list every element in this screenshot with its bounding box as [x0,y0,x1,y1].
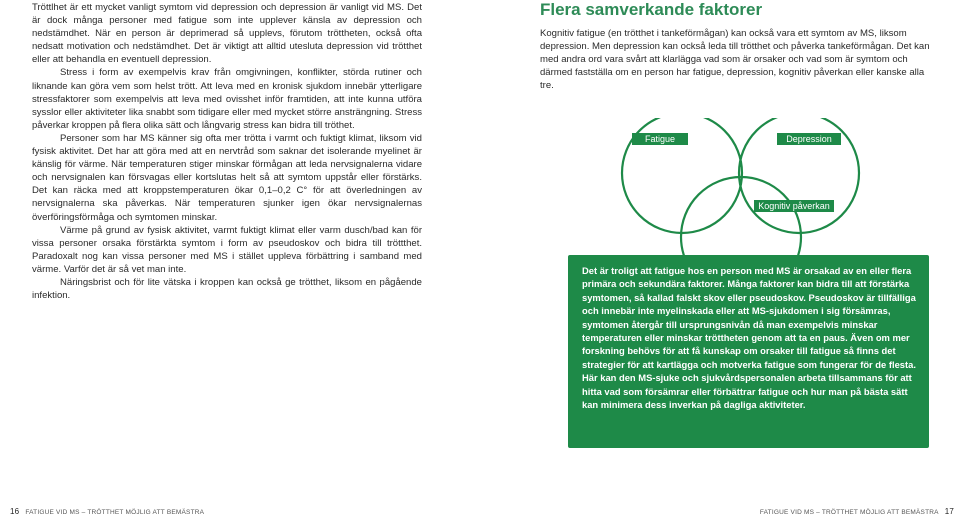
highlight-text: Det är troligt att fatigue hos en person med MS är orsakad av en eller flera primära och sekundära faktorer. Många faktorer kan bidra till att förstärka symtomen, så kallad falskt skov eller pseudoskov. Pseudoskov är tillfälliga och innebär inte myelinskada eller att MS-sjukdomen i sig försämras, symtomen återgår till ursprungsnivån då man exempelvis minskar temperaturen eller minskar tröttheten genom att ta en paus. Även om mer forskning behövs för att få kunskap om orsaker till fatigue så finns det strategier för att kartlägga och motverka fatigue som fungerar för de flesta. Här kan den MS-sjuke och sjukvårdspersonalen arbeta tillsammans för att hitta vad som försämrar eller förbättrar fatigue och hur man på bästa sätt kan minimera dess inverkan på dagliga aktiviteter. [582,265,916,411]
right-column [540,0,930,92]
venn-diagram [584,118,914,260]
paragraph-heat: Personer som har MS känner sig ofta mer trötta i varmt och fuktigt klimat, liksom vid fysisk aktivitet. Det har att göra med att en nervtråd som saknar det isolerande myelinet är känslig för värme. När temperaturen stiger minskar förmågan att leda nervsignalerna vidare och nervsignalen kan försvagas eller kortslutas helt så att symtom uppstår eller förstärks. Det kan räcka med att kroppstemperaturen ökar 0,1–0,2 C° för att överledningen av nervsignalerna ska påverkas. När temperaturen sjunker igen ökar nervsignalernas överföringsförmåga och symtomen minskar. [32,132,422,223]
paragraph-stress: Stress i form av exempelvis krav från omgivningen, konflikter, störda rutiner och liknande kan göra vem som helst trött. Att leva med en kronisk sjukdom innebär ytterligare stressfaktorer som exempelvis att leva med ovisshet inför framtiden, att inte kunna utföra sysslor eller aktiviteter lika snabbt som tidigare eller med mycket större ansträngning. Stress påverkar kroppen på flera olika sätt och långvarig stress kan bidra till tröthet. [32,67,422,131]
paragraph-pseudoskov: Värme på grund av fysisk aktivitet, varmt fuktigt klimat eller varm dusch/bad kan för vissa personer orsaka förstärkta symtom i form av pseudoskov och bidra till tröttthet. Paradoxalt nog kan vissa personer med MS i stället uppleva förbättring i samband med värme. Varför det är så vet man inte. [32,224,422,275]
page-number-left: 16 [10,507,20,516]
footer-left-title: FATIGUE VID MS – TRÖTTHET MÖJLIG ATT BEMÄSTRA [25,509,205,516]
section-intro [540,27,930,92]
footer-right [760,507,960,517]
paragraph-depression: Tröttlhet är ett mycket vanligt symtom vid depression och depression är vanligt vid MS. Det är dock många personer med fatigue som inte upplever känsla av depression och nedstämdhet. När en person är deprimerad så upplevs, förutom tröttheten, också ofta nedsatt motivation och nedstämdhet. Det är viktigt att alltid utesluta depression vid trötthet eller att behandla en eventuell depression. [32,2,422,66]
venn-label-depression: Depression [777,133,841,145]
section-title: Flera samverkande faktorer [540,0,763,19]
highlight-box [568,255,929,448]
left-column-body [32,1,422,302]
footer-right-title: FATIGUE VID MS – TRÖTTHET MÖJLIG ATT BEMÄSTRA [759,509,939,516]
venn-label-fatigue: Fatigue [632,133,688,145]
paragraph-nutrition: Näringsbrist och för lite vätska i kroppen kan också ge trötthet, liksom en pågående infektion. [32,276,422,302]
footer-left [4,507,204,517]
intro-paragraph: Kognitiv fatigue (en trötthet i tankeförmågan) kan också vara ett symtom av MS, liksom depression. Men depression kan också leda till trötthet och påverka tankeförmågan. Det kan med andra ord vara svårt att klarlägga vad som är orsaker och vad som är symtom och därmed fastställa om en person har fatigue, depression, kognitiv påverkan eller kanske alla tre. [540,28,930,92]
page-number-right: 17 [944,507,954,516]
venn-label-cognitive: Kognitiv påverkan [754,200,834,212]
